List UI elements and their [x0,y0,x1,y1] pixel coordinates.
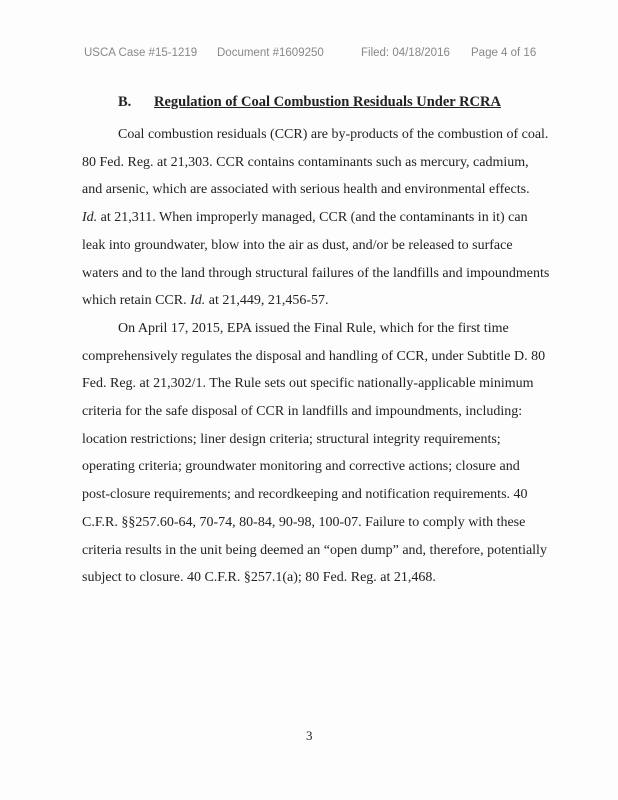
document-number: Document #1609250 [217,47,324,59]
text-line: leak into groundwater, blow into the air as dust, and/or be released to surface [82,237,513,253]
text-line: operating criteria; groundwater monitoring and corrective actions; closure and [82,459,520,475]
text-line: subject to closure. 40 C.F.R. §257.1(a); 80 Fed. Reg. at 21,468. [82,570,436,586]
text-line: Fed. Reg. at 21,302/1. The Rule sets out specific nationally-applicable minimum [82,376,534,392]
text-line: C.F.R. §§257.60-64, 70-74, 80-84, 90-98, 100-07. Failure to comply with these [82,514,526,530]
text-line: waters and to the land through structural failures of the landfills and impoundments [82,265,550,281]
case-number: USCA Case #15-1219 [84,47,198,59]
text-line: Id. at 21,311. When improperly managed, CCR (and the contaminants in it) can [82,210,528,226]
filed-date: Filed: 04/18/2016 [361,47,450,59]
text-line: and arsenic, which are associated with serious health and environmental effects. [82,182,530,198]
page-number: 3 [306,728,313,743]
text-line: which retain CCR. Id. at 21,449, 21,456-57. [82,293,329,309]
text-line: location restrictions; liner design criteria; structural integrity requirements; [82,431,501,447]
text-line: On April 17, 2015, EPA issued the Final Rule, which for the first time [118,320,509,336]
text-line: Coal combustion residuals (CCR) are by-products of the combustion of coal. [118,127,549,142]
page-count: Page 4 of 16 [471,47,537,59]
text-line: post-closure requirements; and recordkeeping and notification requirements. 40 [82,487,528,503]
text-line: criteria for the safe disposal of CCR in landfills and impoundments, including: [82,404,523,419]
text-line: comprehensively regulates the disposal and handling of CCR, under Subtitle D. 80 [82,348,546,364]
section-letter: B. [118,94,132,110]
text-line: 80 Fed. Reg. at 21,303. CCR contains contaminants such as mercury, cadmium, [82,154,529,170]
section-heading [118,94,501,111]
text-line: criteria results in the unit being deemed an “open dump” and, therefore, potentially [82,542,547,558]
section-title: Regulation of Coal Combustion Residuals Under RCRA [154,94,501,110]
